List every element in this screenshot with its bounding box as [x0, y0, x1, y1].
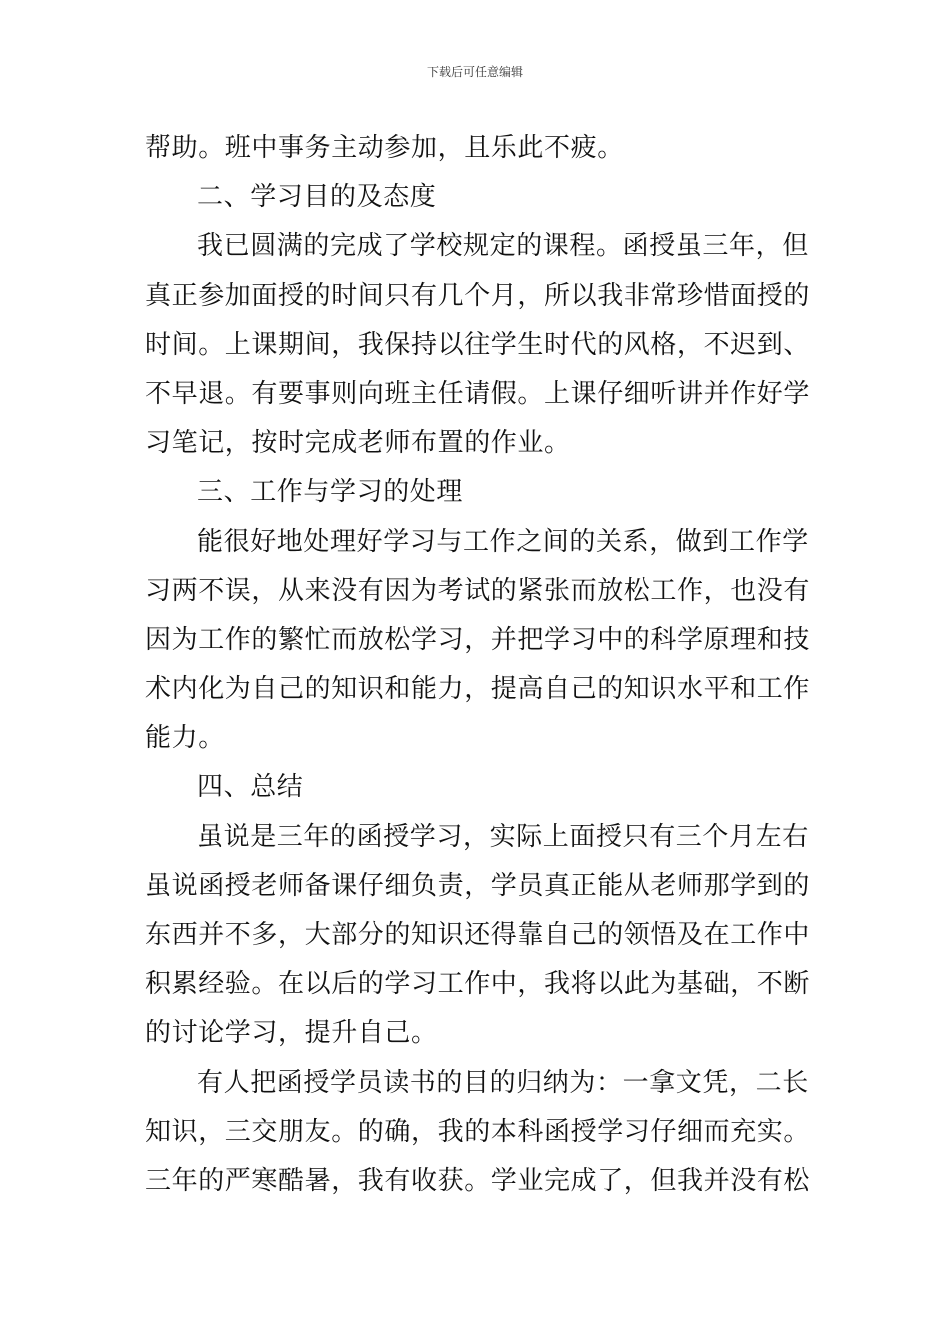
page-header: 下载后可任意编辑: [426, 65, 523, 79]
text-line: 习笔记，按时完成老师布置的作业。: [145, 428, 571, 459]
text-line: 术内化为自己的知识和能力，提高自己的知识水平和工作: [145, 674, 811, 705]
section-heading: 四、总结: [197, 772, 304, 803]
text-line: 三年的严寒酷暑，我有收获。学业完成了，但我并没有松: [145, 1165, 811, 1196]
text-line: 真正参加面授的时间只有几个月，所以我非常珍惜面授的: [145, 280, 811, 311]
text-line: 我已圆满的完成了学校规定的课程。函授虽三年，但: [197, 231, 809, 262]
text-line: 习两不误，从来没有因为考试的紧张而放松工作，也没有: [145, 575, 811, 606]
document-body: [145, 124, 811, 1206]
text-line: 因为工作的繁忙而放松学习，并把学习中的科学原理和技: [145, 624, 811, 655]
text-line: 能力。: [145, 723, 225, 754]
text-line: 东西并不多，大部分的知识还得靠自己的领悟及在工作中: [145, 920, 811, 950]
text-line: 虽说是三年的函授学习，实际上面授只有三个月左右: [197, 821, 809, 852]
text-line: 不早退。有要事则向班主任请假。上课仔细听讲并作好学: [145, 378, 811, 409]
text-line: 积累经验。在以后的学习工作中，我将以此为基础，不断: [145, 969, 811, 1000]
text-line: 的讨论学习，提升自己。: [145, 1018, 438, 1049]
text-line: 能很好地处理好学习与工作之间的关系，做到工作学: [197, 526, 809, 557]
text-line: 帮助。班中事务主动参加，且乐此不疲。: [145, 133, 624, 163]
text-line: 虽说函授老师备课仔细负责，学员真正能从老师那学到的: [145, 870, 811, 901]
text-line: 知识，三交朋友。的确，我的本科函授学习仔细而充实。: [145, 1116, 811, 1147]
section-heading: 二、学习目的及态度: [197, 182, 437, 213]
text-line: 时间。上课期间，我保持以往学生时代的风格，不迟到、: [145, 329, 811, 360]
text-line: 有人把函授学员读书的目的归纳为：一拿文凭，二长: [197, 1067, 809, 1098]
section-heading: 三、工作与学习的处理: [197, 477, 464, 508]
